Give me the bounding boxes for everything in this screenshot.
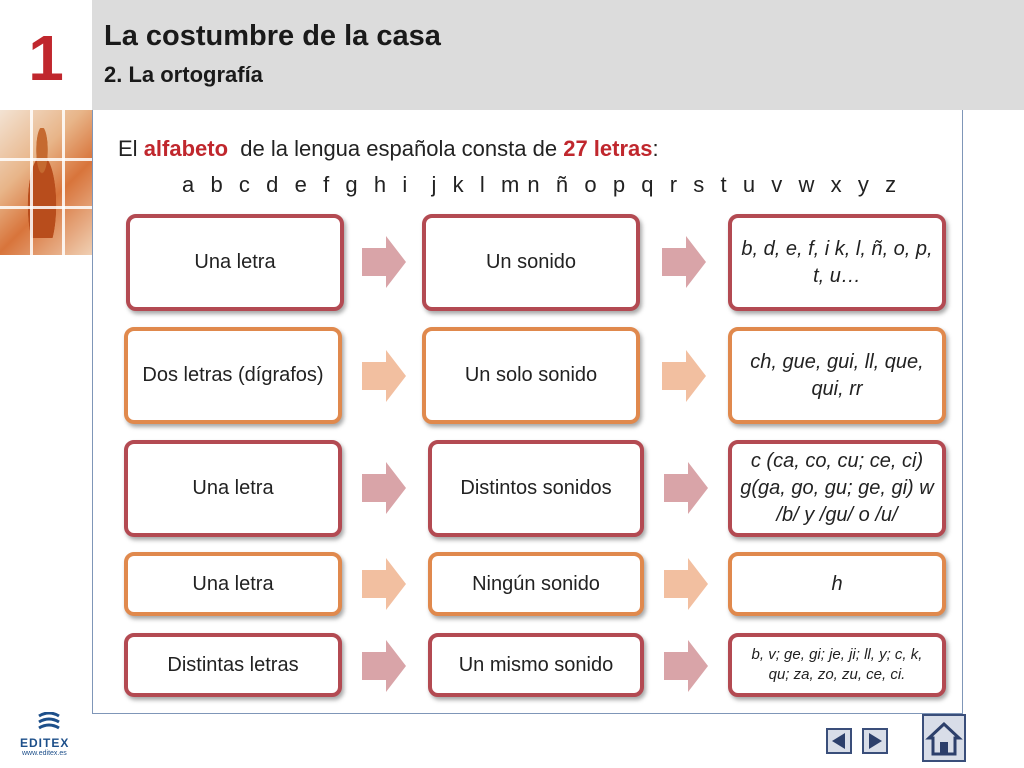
row3-right-box: c (ca, co, cu; ce, ci) g(ga, go, gu; ge, gi) w /b/ y /gu/ o /u/ bbox=[728, 440, 946, 537]
logo-url: www.editex.es bbox=[22, 750, 67, 757]
row1-right-box: b, d, e, f, i k, l, ñ, o, p, t, u… bbox=[728, 214, 946, 311]
row1-arrow1-icon bbox=[362, 236, 406, 288]
row2-left-box: Dos letras (dígrafos) bbox=[124, 327, 342, 424]
chapter-number: 1 bbox=[28, 22, 64, 94]
intro-sentence bbox=[118, 136, 659, 162]
chapter-marker bbox=[0, 0, 92, 110]
previous-button[interactable] bbox=[826, 728, 852, 754]
row3-arrow1-icon bbox=[362, 462, 406, 514]
row2-right-box: ch, gue, gui, ll, que, qui, rr bbox=[728, 327, 946, 424]
row4-left-box: Una letra bbox=[124, 552, 342, 616]
header bbox=[92, 0, 1024, 110]
intro-part1: El bbox=[118, 136, 144, 161]
alphabet-line: a b c d e f g h i j k l m n ñ o p q r s t u v w x y z bbox=[182, 172, 897, 197]
next-button[interactable] bbox=[862, 728, 888, 754]
row2-arrow1-icon bbox=[362, 350, 406, 402]
row5-right-box: b, v; ge, gi; je, ji; ll, y; c, k, qu; za, zo, zu, ce, ci. bbox=[728, 633, 946, 697]
figure-silhouette bbox=[20, 128, 64, 238]
row1-arrow2-icon bbox=[662, 236, 706, 288]
row5-middle-box: Un mismo sonido bbox=[428, 633, 644, 697]
row4-right-box: h bbox=[728, 552, 946, 616]
triangle-left-icon bbox=[828, 730, 850, 752]
row1-middle-box: Un sonido bbox=[422, 214, 640, 311]
publisher-logo bbox=[16, 712, 76, 762]
row4-middle-box: Ningún sonido bbox=[428, 552, 644, 616]
intro-part2: de la lengua española consta de bbox=[228, 136, 564, 161]
triangle-right-icon bbox=[864, 730, 886, 752]
page-subtitle: 2. La ortografía bbox=[104, 62, 263, 87]
row5-arrow1-icon bbox=[362, 640, 406, 692]
intro-highlight-alfabeto: alfabeto bbox=[143, 136, 229, 161]
row5-arrow2-icon bbox=[664, 640, 708, 692]
row1-left-box: Una letra bbox=[126, 214, 344, 311]
intro-part3: : bbox=[652, 136, 659, 161]
row5-left-box: Distintas letras bbox=[124, 633, 342, 697]
row2-middle-box: Un solo sonido bbox=[422, 327, 640, 424]
row3-left-box: Una letra bbox=[124, 440, 342, 537]
home-button[interactable] bbox=[922, 714, 966, 762]
page-title: La costumbre de la casa bbox=[104, 20, 441, 52]
row4-arrow2-icon bbox=[664, 558, 708, 610]
row3-arrow2-icon bbox=[664, 462, 708, 514]
decorative-photo bbox=[0, 110, 92, 255]
row4-arrow1-icon bbox=[362, 558, 406, 610]
row2-arrow2-icon bbox=[662, 350, 706, 402]
editex-logo-icon bbox=[36, 712, 62, 732]
house-icon bbox=[924, 716, 964, 760]
intro-highlight-letras: 27 letras bbox=[563, 136, 653, 161]
logo-text: EDITEX bbox=[20, 736, 70, 750]
row3-middle-box: Distintos sonidos bbox=[428, 440, 644, 537]
